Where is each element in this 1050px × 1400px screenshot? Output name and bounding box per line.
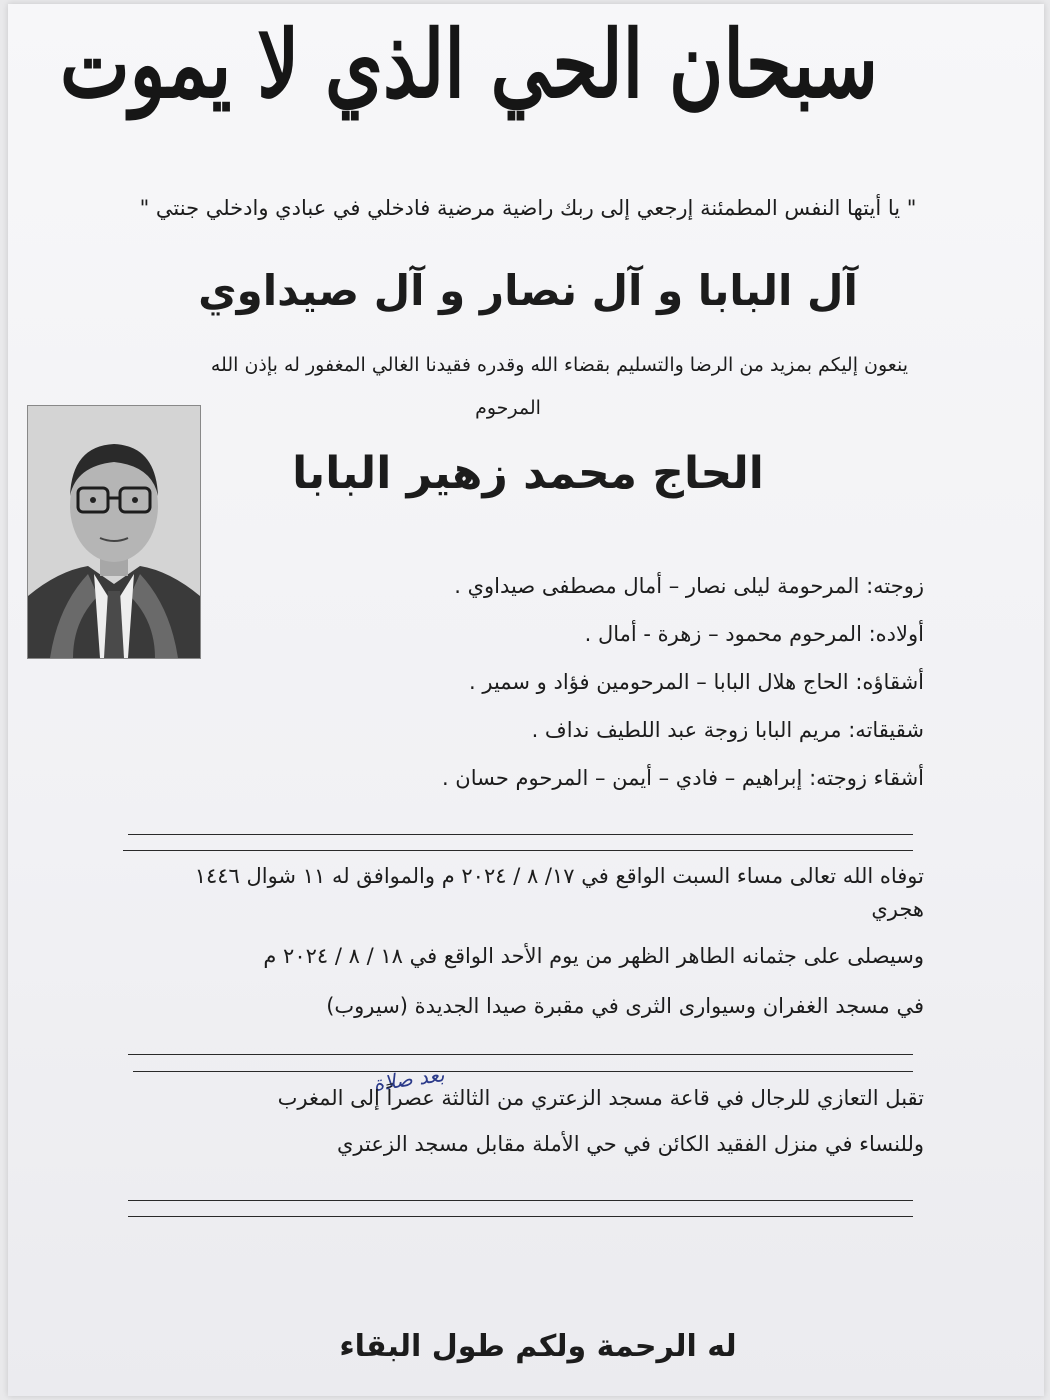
relative-label: شقيقاته: [848, 718, 924, 742]
relative-label: أشقاء زوجته: [809, 766, 924, 790]
obituary-paper [8, 4, 1044, 1396]
divider [123, 850, 913, 851]
relative-wife [454, 574, 924, 598]
funeral-prayer-line: وسيصلى على جثمانه الطاهر الظهر من يوم الأحد الواقع في ١٨ / ٨ / ٢٠٢٤ م [263, 944, 924, 968]
divider [128, 834, 913, 835]
divider [128, 1054, 913, 1055]
header-calligraphy: سبحان الحي الذي لا يموت [60, 11, 878, 119]
relative-label: أشقاؤه: [855, 670, 924, 694]
deceased-portrait [27, 405, 201, 659]
relative-value: إبراهيم – فادي – أيمن – المرحوم حسان . [441, 766, 803, 790]
announcement-line-1: ينعون إليكم بمزيد من الرضا والتسليم بقضاء الله وقدره فقيدنا الغالي المغفور له بإذن الله [210, 354, 908, 376]
relative-wife-brothers [442, 766, 924, 790]
families-heading: آل البابا و آل نصار و آل صيداوي [198, 266, 858, 315]
divider [128, 1200, 913, 1201]
relative-value: المرحوم محمود – زهرة - أمال . [584, 622, 862, 646]
relative-value: مريم البابا زوجة عبد اللطيف نداف . [531, 718, 842, 742]
relative-value: الحاج هلال البابا – المرحومين فؤاد و سمير . [469, 670, 849, 694]
relative-label: أولاده: [868, 622, 924, 646]
handwritten-note: بعد صلاة [371, 1062, 446, 1096]
portrait-illustration [28, 406, 200, 658]
deceased-name: الحاج محمد زهير البابا [292, 448, 764, 499]
relative-sisters [532, 718, 924, 742]
divider [133, 1071, 913, 1072]
relative-value: المرحومة ليلى نصار – أمال مصطفى صيداوي . [454, 574, 860, 598]
burial-line: في مسجد الغفران وسيوارى الثرى في مقبرة صيدا الجديدة (سيروب) [326, 994, 924, 1018]
death-info-line-1: توفاه الله تعالى مساء السبت الواقع في ١٧/ ٨ / ٢٠٢٤ م والموافق له ١١ شوال ١٤٤٦ [194, 864, 924, 888]
condolences-men-line: تقبل التعازي للرجال في قاعة مسجد الزعتري من الثالثة عصراً إلى المغرب [277, 1086, 924, 1110]
relative-label: زوجته: [866, 574, 924, 598]
closing-line: له الرحمة ولكم طول البقاء [339, 1329, 737, 1364]
quran-verse: " يا أيتها النفس المطمئنة إرجعي إلى ربك راضية مرضية فادخلي في عبادي وادخلي جنتي " [139, 196, 917, 220]
relative-brothers [469, 670, 924, 694]
death-info-line-2: هجري [871, 897, 924, 921]
divider [128, 1216, 913, 1217]
relative-children [585, 622, 924, 646]
condolences-women-line: وللنساء في منزل الفقيد الكائن في حي الأملة مقابل مسجد الزعتري [336, 1132, 924, 1156]
announcement-line-2: المرحوم [475, 397, 541, 419]
